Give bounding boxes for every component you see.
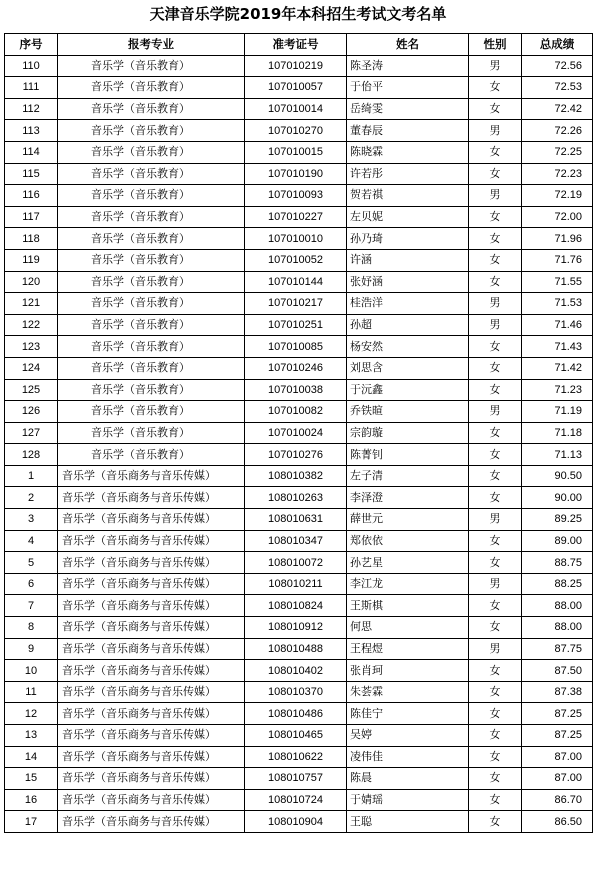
cell-major: 音乐学（音乐商务与音乐传媒） bbox=[58, 681, 245, 703]
cell-no: 17 bbox=[5, 811, 58, 833]
cell-score: 71.13 bbox=[522, 444, 593, 466]
cell-name: 陈佳宁 bbox=[347, 703, 469, 725]
cell-gender: 女 bbox=[469, 746, 522, 768]
cell-no: 15 bbox=[5, 768, 58, 790]
cell-exam-id: 107010251 bbox=[245, 314, 347, 336]
cell-name: 李江龙 bbox=[347, 573, 469, 595]
header-gender: 性别 bbox=[469, 34, 522, 56]
cell-exam-id: 108010382 bbox=[245, 465, 347, 487]
cell-name: 董春辰 bbox=[347, 120, 469, 142]
cell-gender: 男 bbox=[469, 55, 522, 77]
table-row bbox=[5, 465, 593, 487]
cell-major: 音乐学（音乐教育） bbox=[58, 379, 245, 401]
cell-name: 乔铁暄 bbox=[347, 401, 469, 423]
cell-name: 桂浩洋 bbox=[347, 293, 469, 315]
cell-name: 孙乃琦 bbox=[347, 228, 469, 250]
table-body bbox=[5, 55, 593, 832]
cell-gender: 女 bbox=[469, 77, 522, 99]
cell-score: 89.25 bbox=[522, 509, 593, 531]
cell-no: 111 bbox=[5, 77, 58, 99]
cell-exam-id: 107010276 bbox=[245, 444, 347, 466]
cell-exam-id: 107010217 bbox=[245, 293, 347, 315]
cell-score: 88.25 bbox=[522, 573, 593, 595]
table-row bbox=[5, 681, 593, 703]
cell-gender: 男 bbox=[469, 185, 522, 207]
table-row bbox=[5, 725, 593, 747]
cell-gender: 女 bbox=[469, 422, 522, 444]
cell-no: 6 bbox=[5, 573, 58, 595]
cell-no: 113 bbox=[5, 120, 58, 142]
cell-gender: 男 bbox=[469, 120, 522, 142]
cell-no: 5 bbox=[5, 552, 58, 574]
table-row bbox=[5, 336, 593, 358]
cell-gender: 女 bbox=[469, 163, 522, 185]
table-row bbox=[5, 422, 593, 444]
cell-gender: 女 bbox=[469, 552, 522, 574]
cell-exam-id: 107010144 bbox=[245, 271, 347, 293]
cell-major: 音乐学（音乐商务与音乐传媒） bbox=[58, 725, 245, 747]
cell-exam-id: 108010465 bbox=[245, 725, 347, 747]
cell-no: 110 bbox=[5, 55, 58, 77]
cell-name: 朱荟霖 bbox=[347, 681, 469, 703]
cell-no: 4 bbox=[5, 530, 58, 552]
cell-no: 117 bbox=[5, 206, 58, 228]
cell-gender: 女 bbox=[469, 530, 522, 552]
table-row bbox=[5, 163, 593, 185]
cell-gender: 女 bbox=[469, 681, 522, 703]
cell-no: 7 bbox=[5, 595, 58, 617]
table-header-row bbox=[5, 34, 593, 56]
cell-name: 于沅鑫 bbox=[347, 379, 469, 401]
cell-name: 宗韵璇 bbox=[347, 422, 469, 444]
header-major: 报考专业 bbox=[58, 34, 245, 56]
cell-major: 音乐学（音乐教育） bbox=[58, 120, 245, 142]
cell-major: 音乐学（音乐商务与音乐传媒） bbox=[58, 746, 245, 768]
cell-major: 音乐学（音乐商务与音乐传媒） bbox=[58, 487, 245, 509]
cell-no: 124 bbox=[5, 357, 58, 379]
cell-gender: 女 bbox=[469, 249, 522, 271]
cell-major: 音乐学（音乐商务与音乐传媒） bbox=[58, 789, 245, 811]
cell-no: 127 bbox=[5, 422, 58, 444]
cell-gender: 男 bbox=[469, 509, 522, 531]
cell-name: 左贝妮 bbox=[347, 206, 469, 228]
cell-score: 72.42 bbox=[522, 98, 593, 120]
cell-no: 11 bbox=[5, 681, 58, 703]
cell-name: 凌伟佳 bbox=[347, 746, 469, 768]
cell-exam-id: 108010347 bbox=[245, 530, 347, 552]
table-row bbox=[5, 228, 593, 250]
cell-major: 音乐学（音乐教育） bbox=[58, 271, 245, 293]
table-row bbox=[5, 271, 593, 293]
cell-score: 90.50 bbox=[522, 465, 593, 487]
cell-score: 87.25 bbox=[522, 703, 593, 725]
cell-score: 89.00 bbox=[522, 530, 593, 552]
cell-name: 陈晨 bbox=[347, 768, 469, 790]
cell-name: 岳绮雯 bbox=[347, 98, 469, 120]
cell-exam-id: 107010057 bbox=[245, 77, 347, 99]
cell-exam-id: 107010014 bbox=[245, 98, 347, 120]
cell-exam-id: 108010622 bbox=[245, 746, 347, 768]
cell-exam-id: 107010015 bbox=[245, 141, 347, 163]
cell-gender: 男 bbox=[469, 293, 522, 315]
cell-gender: 女 bbox=[469, 660, 522, 682]
cell-major: 音乐学（音乐教育） bbox=[58, 55, 245, 77]
cell-exam-id: 108010370 bbox=[245, 681, 347, 703]
cell-name: 杨安然 bbox=[347, 336, 469, 358]
table-row bbox=[5, 617, 593, 639]
cell-score: 72.53 bbox=[522, 77, 593, 99]
admission-table bbox=[4, 33, 593, 833]
cell-no: 126 bbox=[5, 401, 58, 423]
table-row bbox=[5, 552, 593, 574]
cell-name: 王聪 bbox=[347, 811, 469, 833]
page-title: 天津音乐学院2019年本科招生考试文考名单 bbox=[149, 5, 447, 23]
cell-no: 128 bbox=[5, 444, 58, 466]
cell-name: 左子清 bbox=[347, 465, 469, 487]
cell-score: 88.75 bbox=[522, 552, 593, 574]
cell-exam-id: 107010246 bbox=[245, 357, 347, 379]
cell-exam-id: 107010270 bbox=[245, 120, 347, 142]
cell-no: 125 bbox=[5, 379, 58, 401]
table-row bbox=[5, 746, 593, 768]
cell-major: 音乐学（音乐教育） bbox=[58, 141, 245, 163]
table-row bbox=[5, 703, 593, 725]
cell-major: 音乐学（音乐商务与音乐传媒） bbox=[58, 660, 245, 682]
cell-name: 孙超 bbox=[347, 314, 469, 336]
cell-major: 音乐学（音乐教育） bbox=[58, 444, 245, 466]
cell-gender: 男 bbox=[469, 314, 522, 336]
cell-major: 音乐学（音乐教育） bbox=[58, 249, 245, 271]
table-row bbox=[5, 98, 593, 120]
cell-name: 薛世元 bbox=[347, 509, 469, 531]
cell-exam-id: 107010024 bbox=[245, 422, 347, 444]
cell-name: 许涵 bbox=[347, 249, 469, 271]
cell-gender: 女 bbox=[469, 271, 522, 293]
cell-score: 71.23 bbox=[522, 379, 593, 401]
cell-score: 72.25 bbox=[522, 141, 593, 163]
cell-no: 123 bbox=[5, 336, 58, 358]
table-row bbox=[5, 401, 593, 423]
cell-gender: 女 bbox=[469, 617, 522, 639]
cell-score: 86.50 bbox=[522, 811, 593, 833]
cell-no: 114 bbox=[5, 141, 58, 163]
cell-major: 音乐学（音乐教育） bbox=[58, 185, 245, 207]
cell-gender: 女 bbox=[469, 98, 522, 120]
cell-major: 音乐学（音乐商务与音乐传媒） bbox=[58, 530, 245, 552]
cell-name: 于佁平 bbox=[347, 77, 469, 99]
cell-no: 9 bbox=[5, 638, 58, 660]
cell-score: 88.00 bbox=[522, 617, 593, 639]
cell-score: 87.00 bbox=[522, 768, 593, 790]
cell-gender: 女 bbox=[469, 725, 522, 747]
cell-name: 张肖珂 bbox=[347, 660, 469, 682]
cell-gender: 女 bbox=[469, 768, 522, 790]
cell-major: 音乐学（音乐教育） bbox=[58, 336, 245, 358]
cell-exam-id: 108010402 bbox=[245, 660, 347, 682]
cell-score: 87.38 bbox=[522, 681, 593, 703]
cell-no: 13 bbox=[5, 725, 58, 747]
cell-score: 71.76 bbox=[522, 249, 593, 271]
cell-score: 72.26 bbox=[522, 120, 593, 142]
cell-name: 刘思含 bbox=[347, 357, 469, 379]
cell-major: 音乐学（音乐教育） bbox=[58, 77, 245, 99]
cell-gender: 女 bbox=[469, 141, 522, 163]
cell-major: 音乐学（音乐教育） bbox=[58, 357, 245, 379]
cell-major: 音乐学（音乐商务与音乐传媒） bbox=[58, 509, 245, 531]
header-no: 序号 bbox=[5, 34, 58, 56]
header-score: 总成绩 bbox=[522, 34, 593, 56]
cell-gender: 女 bbox=[469, 789, 522, 811]
cell-gender: 女 bbox=[469, 336, 522, 358]
cell-name: 于婧瑶 bbox=[347, 789, 469, 811]
cell-gender: 男 bbox=[469, 401, 522, 423]
header-exam-id: 准考证号 bbox=[245, 34, 347, 56]
table-row bbox=[5, 185, 593, 207]
cell-score: 72.23 bbox=[522, 163, 593, 185]
cell-name: 许若彤 bbox=[347, 163, 469, 185]
cell-gender: 女 bbox=[469, 444, 522, 466]
cell-exam-id: 107010219 bbox=[245, 55, 347, 77]
cell-no: 119 bbox=[5, 249, 58, 271]
cell-score: 72.00 bbox=[522, 206, 593, 228]
cell-gender: 女 bbox=[469, 703, 522, 725]
cell-score: 71.55 bbox=[522, 271, 593, 293]
cell-exam-id: 107010038 bbox=[245, 379, 347, 401]
cell-major: 音乐学（音乐教育） bbox=[58, 293, 245, 315]
cell-name: 张妤涵 bbox=[347, 271, 469, 293]
cell-score: 87.25 bbox=[522, 725, 593, 747]
cell-no: 1 bbox=[5, 465, 58, 487]
cell-exam-id: 108010912 bbox=[245, 617, 347, 639]
cell-name: 贺若祺 bbox=[347, 185, 469, 207]
cell-name: 陈晓霖 bbox=[347, 141, 469, 163]
cell-no: 3 bbox=[5, 509, 58, 531]
cell-name: 陈圣涛 bbox=[347, 55, 469, 77]
table-row bbox=[5, 595, 593, 617]
cell-no: 120 bbox=[5, 271, 58, 293]
cell-exam-id: 107010093 bbox=[245, 185, 347, 207]
cell-major: 音乐学（音乐商务与音乐传媒） bbox=[58, 595, 245, 617]
cell-major: 音乐学（音乐商务与音乐传媒） bbox=[58, 573, 245, 595]
cell-gender: 男 bbox=[469, 638, 522, 660]
cell-major: 音乐学（音乐教育） bbox=[58, 206, 245, 228]
cell-major: 音乐学（音乐教育） bbox=[58, 314, 245, 336]
table-row bbox=[5, 487, 593, 509]
cell-gender: 男 bbox=[469, 573, 522, 595]
cell-no: 2 bbox=[5, 487, 58, 509]
cell-no: 115 bbox=[5, 163, 58, 185]
cell-major: 音乐学（音乐商务与音乐传媒） bbox=[58, 638, 245, 660]
cell-gender: 女 bbox=[469, 379, 522, 401]
cell-gender: 女 bbox=[469, 357, 522, 379]
cell-name: 陈菁钊 bbox=[347, 444, 469, 466]
cell-major: 音乐学（音乐教育） bbox=[58, 163, 245, 185]
table-row bbox=[5, 314, 593, 336]
cell-major: 音乐学（音乐商务与音乐传媒） bbox=[58, 768, 245, 790]
cell-score: 88.00 bbox=[522, 595, 593, 617]
cell-name: 郑依依 bbox=[347, 530, 469, 552]
cell-exam-id: 108010486 bbox=[245, 703, 347, 725]
cell-score: 72.19 bbox=[522, 185, 593, 207]
cell-exam-id: 108010631 bbox=[245, 509, 347, 531]
cell-score: 90.00 bbox=[522, 487, 593, 509]
cell-exam-id: 108010072 bbox=[245, 552, 347, 574]
table-row bbox=[5, 444, 593, 466]
cell-no: 14 bbox=[5, 746, 58, 768]
cell-exam-id: 107010085 bbox=[245, 336, 347, 358]
cell-score: 87.50 bbox=[522, 660, 593, 682]
cell-score: 71.46 bbox=[522, 314, 593, 336]
cell-exam-id: 107010010 bbox=[245, 228, 347, 250]
cell-no: 12 bbox=[5, 703, 58, 725]
cell-gender: 女 bbox=[469, 487, 522, 509]
cell-major: 音乐学（音乐教育） bbox=[58, 401, 245, 423]
cell-major: 音乐学（音乐商务与音乐传媒） bbox=[58, 703, 245, 725]
cell-name: 孙艺星 bbox=[347, 552, 469, 574]
cell-exam-id: 107010227 bbox=[245, 206, 347, 228]
header-name: 姓名 bbox=[347, 34, 469, 56]
cell-no: 122 bbox=[5, 314, 58, 336]
table-row bbox=[5, 120, 593, 142]
cell-gender: 女 bbox=[469, 206, 522, 228]
cell-gender: 女 bbox=[469, 228, 522, 250]
table-row bbox=[5, 357, 593, 379]
table-row bbox=[5, 55, 593, 77]
cell-name: 王程煜 bbox=[347, 638, 469, 660]
cell-score: 71.53 bbox=[522, 293, 593, 315]
cell-exam-id: 108010211 bbox=[245, 573, 347, 595]
cell-exam-id: 108010904 bbox=[245, 811, 347, 833]
cell-score: 87.75 bbox=[522, 638, 593, 660]
cell-exam-id: 107010190 bbox=[245, 163, 347, 185]
table-row bbox=[5, 768, 593, 790]
table-row bbox=[5, 77, 593, 99]
table-row bbox=[5, 206, 593, 228]
cell-no: 8 bbox=[5, 617, 58, 639]
cell-no: 10 bbox=[5, 660, 58, 682]
cell-score: 86.70 bbox=[522, 789, 593, 811]
table-row bbox=[5, 141, 593, 163]
table-row bbox=[5, 638, 593, 660]
cell-exam-id: 107010082 bbox=[245, 401, 347, 423]
table-row bbox=[5, 660, 593, 682]
cell-exam-id: 108010488 bbox=[245, 638, 347, 660]
cell-exam-id: 108010757 bbox=[245, 768, 347, 790]
cell-score: 71.42 bbox=[522, 357, 593, 379]
cell-major: 音乐学（音乐教育） bbox=[58, 228, 245, 250]
cell-score: 87.00 bbox=[522, 746, 593, 768]
cell-score: 71.43 bbox=[522, 336, 593, 358]
cell-score: 71.18 bbox=[522, 422, 593, 444]
cell-major: 音乐学（音乐教育） bbox=[58, 98, 245, 120]
cell-major: 音乐学（音乐商务与音乐传媒） bbox=[58, 617, 245, 639]
table-row bbox=[5, 509, 593, 531]
cell-name: 王斯棋 bbox=[347, 595, 469, 617]
table-row bbox=[5, 530, 593, 552]
table-row bbox=[5, 379, 593, 401]
cell-no: 121 bbox=[5, 293, 58, 315]
cell-name: 李泽澄 bbox=[347, 487, 469, 509]
table-row bbox=[5, 811, 593, 833]
cell-major: 音乐学（音乐商务与音乐传媒） bbox=[58, 811, 245, 833]
cell-no: 116 bbox=[5, 185, 58, 207]
cell-exam-id: 108010824 bbox=[245, 595, 347, 617]
cell-exam-id: 108010724 bbox=[245, 789, 347, 811]
cell-no: 112 bbox=[5, 98, 58, 120]
cell-no: 16 bbox=[5, 789, 58, 811]
cell-score: 72.56 bbox=[522, 55, 593, 77]
cell-name: 吴婷 bbox=[347, 725, 469, 747]
cell-gender: 女 bbox=[469, 595, 522, 617]
cell-score: 71.19 bbox=[522, 401, 593, 423]
cell-exam-id: 108010263 bbox=[245, 487, 347, 509]
cell-major: 音乐学（音乐教育） bbox=[58, 422, 245, 444]
cell-name: 何思 bbox=[347, 617, 469, 639]
cell-major: 音乐学（音乐商务与音乐传媒） bbox=[58, 552, 245, 574]
cell-no: 118 bbox=[5, 228, 58, 250]
table-row bbox=[5, 789, 593, 811]
table-row bbox=[5, 293, 593, 315]
cell-gender: 女 bbox=[469, 811, 522, 833]
cell-exam-id: 107010052 bbox=[245, 249, 347, 271]
cell-gender: 女 bbox=[469, 465, 522, 487]
table-row bbox=[5, 573, 593, 595]
cell-major: 音乐学（音乐商务与音乐传媒） bbox=[58, 465, 245, 487]
table-row bbox=[5, 249, 593, 271]
cell-score: 71.96 bbox=[522, 228, 593, 250]
